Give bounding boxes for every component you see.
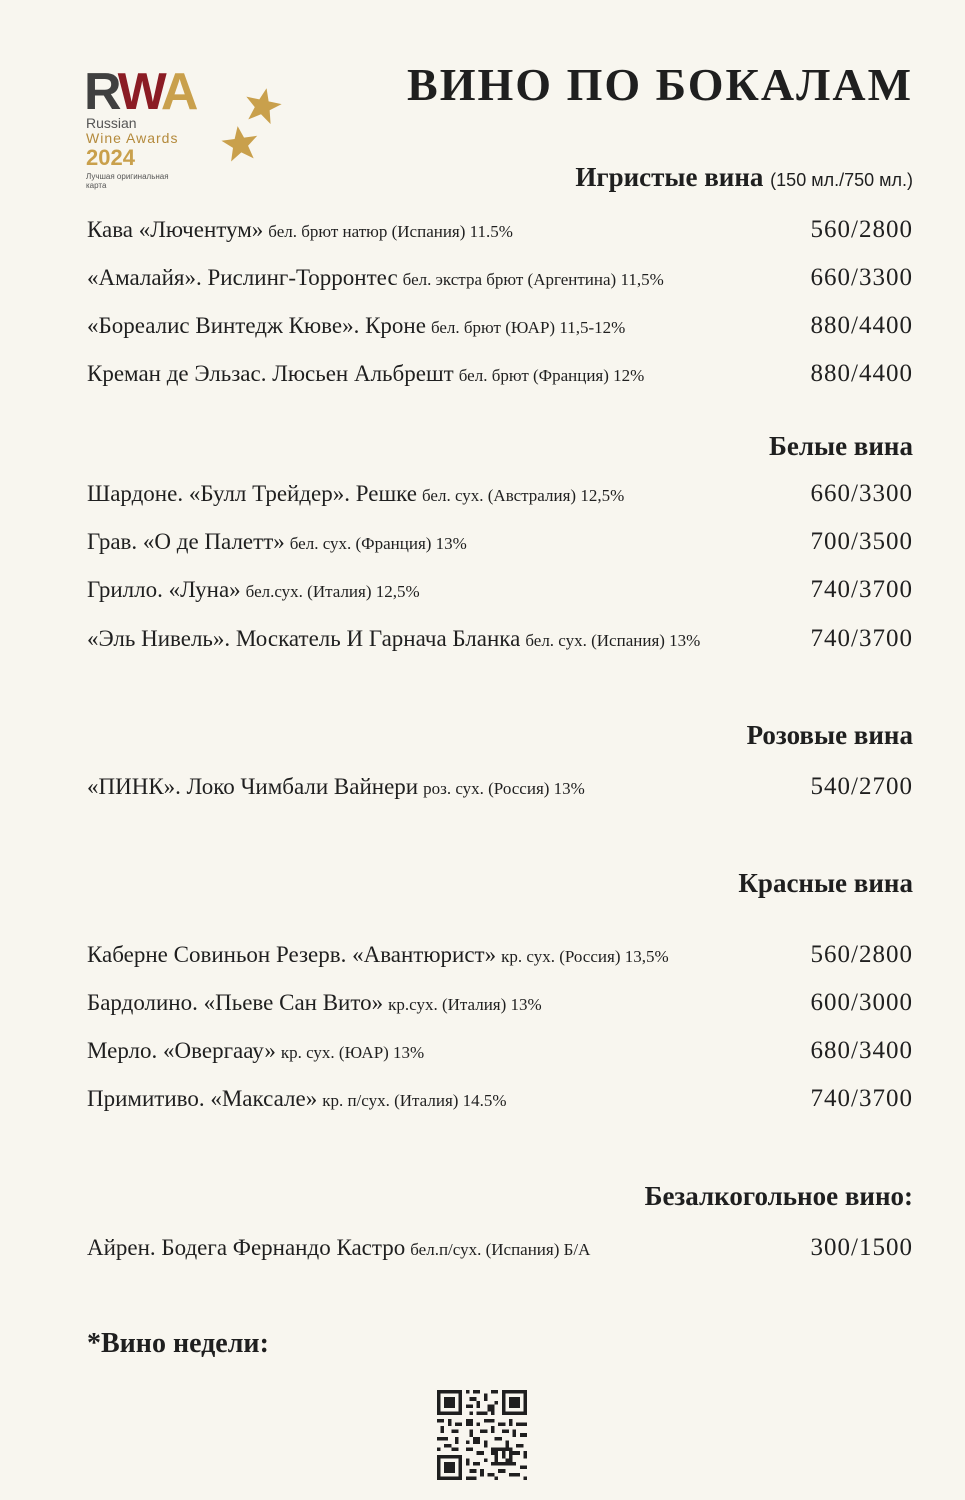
wine-desc: бел.п/сух. (Испания) Б/А xyxy=(410,1240,591,1259)
wine-price: 300/1500 xyxy=(810,1234,913,1261)
qr-code-icon[interactable] xyxy=(437,1390,527,1480)
wine-row xyxy=(87,989,913,1021)
section-white-title: Белые вина xyxy=(769,431,913,461)
logo-letter-a: A xyxy=(160,63,196,121)
wine-price: 540/2700 xyxy=(810,773,913,800)
wine-row xyxy=(87,480,913,512)
wine-row xyxy=(87,1085,913,1117)
wine-desc: бел. экстра брют (Аргентина) 11,5% xyxy=(402,270,664,289)
section-sparkling-title xyxy=(575,162,913,193)
wine-row xyxy=(87,625,913,657)
logo-letters xyxy=(84,63,196,121)
wine-price: 660/3300 xyxy=(810,480,913,507)
star-icon xyxy=(221,124,259,162)
wine-name: «Эль Нивель». Москатель И Гарнача Бланка xyxy=(87,626,521,651)
wine-desc: кр. сух. (ЮАР) 13% xyxy=(280,1043,425,1062)
wine-row xyxy=(87,264,913,296)
wine-name: «Бореалис Винтедж Кюве». Кроне xyxy=(87,313,426,338)
wine-price: 740/3700 xyxy=(810,576,913,603)
logo-letter-r: R xyxy=(84,63,118,121)
wine-name: Айрен. Бодега Фернандо Кастро xyxy=(87,1235,406,1260)
wine-desc: кр. сух. (Россия) 13,5% xyxy=(501,947,669,966)
wine-name: «ПИНК». Локо Чимбали Вайнери xyxy=(87,774,419,799)
wine-row xyxy=(87,528,913,560)
wine-price: 740/3700 xyxy=(810,625,913,652)
wine-name: «Амалайя». Рислинг-Торронтес xyxy=(87,265,398,290)
wine-desc: бел. брют (ЮАР) 11,5-12% xyxy=(430,318,626,337)
logo-line-russian: Russian xyxy=(86,115,137,131)
wine-name: Бардолино. «Пьеве Сан Вито» xyxy=(87,990,384,1015)
wine-price: 600/3000 xyxy=(810,989,913,1016)
wine-name: Примитиво. «Максале» xyxy=(87,1086,318,1111)
wine-desc: бел.сух. (Италия) 12,5% xyxy=(245,582,420,601)
wine-row xyxy=(87,312,913,344)
wine-name: Кава «Лючентум» xyxy=(87,217,264,242)
wine-desc: бел. сух. (Испания) 13% xyxy=(525,631,701,650)
wine-name: Грилло. «Луна» xyxy=(87,577,241,602)
wine-price: 660/3300 xyxy=(810,264,913,291)
wine-price: 700/3500 xyxy=(810,528,913,555)
section-title: Игристые вина xyxy=(575,162,764,192)
wine-desc: бел. сух. (Австралия) 12,5% xyxy=(421,486,625,505)
section-rose-title: Розовые вина xyxy=(746,720,913,750)
wine-row xyxy=(87,360,913,392)
wine-name: Креман де Эльзас. Люсьен Альбрешт xyxy=(87,361,454,386)
wine-of-week-label: *Вино недели: xyxy=(87,1328,269,1359)
logo-line-wine-awards: Wine Awards xyxy=(86,130,179,146)
section-red-title: Красные вина xyxy=(738,868,913,898)
wine-desc: бел. сух. (Франция) 13% xyxy=(289,534,467,553)
wine-price: 880/4400 xyxy=(810,312,913,339)
wine-price: 740/3700 xyxy=(810,1085,913,1112)
page-title: ВИНО ПО БОКАЛАМ xyxy=(407,59,913,110)
wine-price: 680/3400 xyxy=(810,1037,913,1064)
wine-name: Грав. «О де Палетт» xyxy=(87,529,285,554)
wine-price: 880/4400 xyxy=(810,360,913,387)
wine-name: Мерло. «Овергаау» xyxy=(87,1038,276,1063)
logo-letter-w: W xyxy=(117,63,161,121)
wine-desc: кр.сух. (Италия) 13% xyxy=(388,995,542,1014)
wine-price: 560/2800 xyxy=(810,216,913,243)
logo-note: Лучшая оригинальная карта xyxy=(86,172,169,190)
volume-note: (150 мл./750 мл.) xyxy=(770,170,913,190)
wine-row xyxy=(87,1037,913,1069)
wine-row xyxy=(87,941,913,973)
wine-name: Каберне Совиньон Резерв. «Авантюрист» xyxy=(87,942,497,967)
section-non-alcoholic-title: Безалкогольное вино: xyxy=(644,1181,913,1211)
wine-row xyxy=(87,773,913,805)
wine-desc: бел. брют натюр (Испания) 11.5% xyxy=(268,222,513,241)
wine-desc: роз. сух. (Россия) 13% xyxy=(423,779,585,798)
wine-desc: кр. п/сух. (Италия) 14.5% xyxy=(322,1091,507,1110)
logo-year: 2024 xyxy=(86,145,135,170)
wine-desc: бел. брют (Франция) 12% xyxy=(458,366,645,385)
wine-name: Шардоне. «Булл Трейдер». Решке xyxy=(87,481,417,506)
wine-row xyxy=(87,1234,913,1266)
wine-row xyxy=(87,576,913,608)
star-icon xyxy=(244,86,282,124)
wine-price: 560/2800 xyxy=(810,941,913,968)
wine-row xyxy=(87,216,913,248)
